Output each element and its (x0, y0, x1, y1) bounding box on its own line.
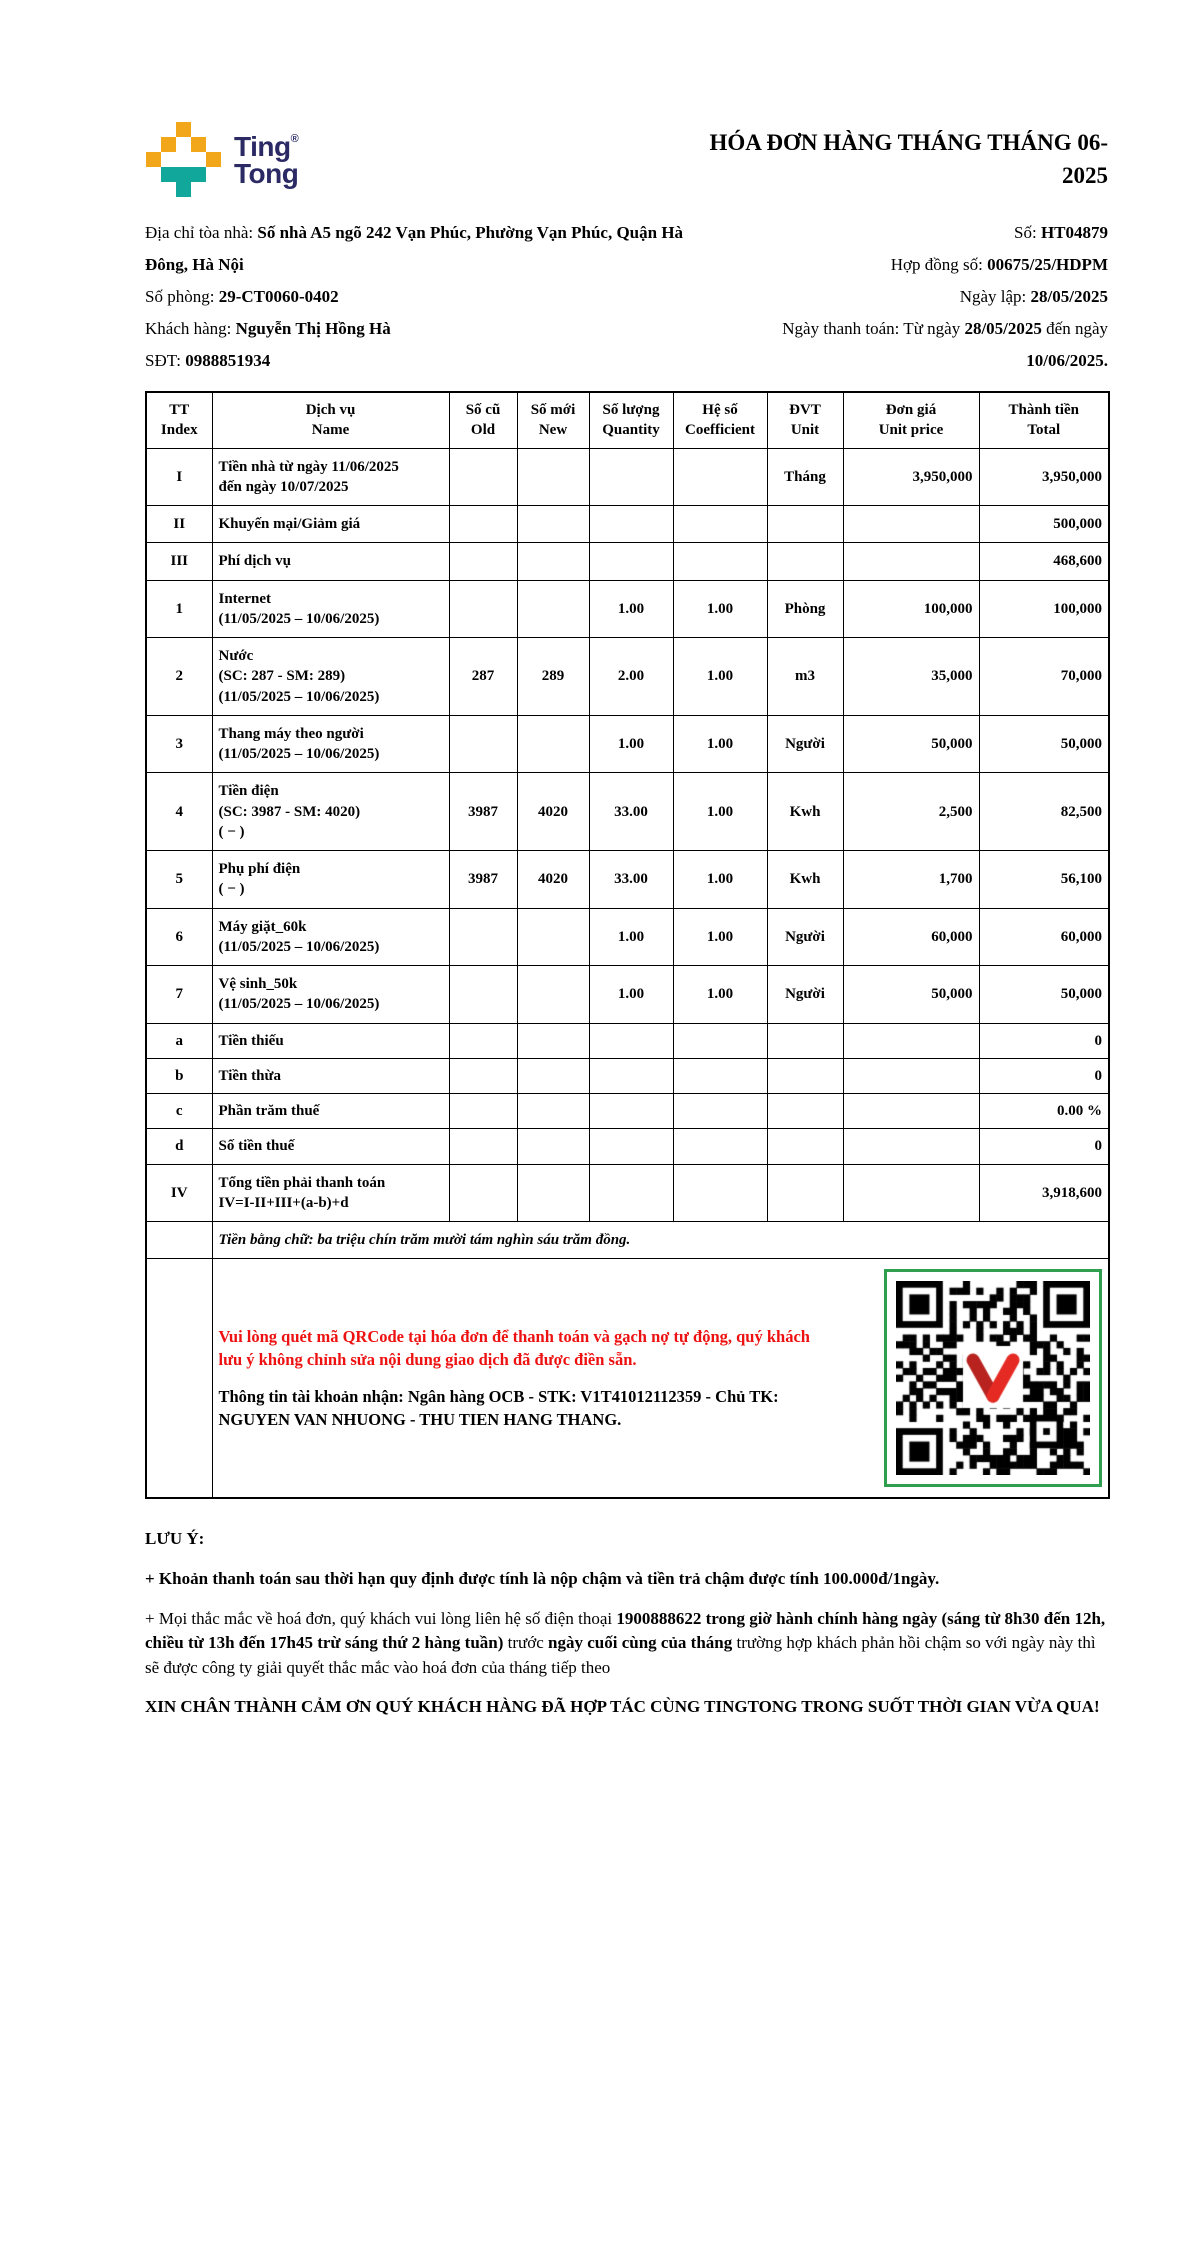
logo-square (146, 152, 161, 167)
tingtong-logo-icon (145, 122, 222, 199)
cell-quantity: 2.00 (589, 638, 673, 716)
qr-code-box (884, 1269, 1102, 1487)
late-payment-note: + Khoản thanh toán sau thời hạn quy định được tính là nộp chậm và tiền trả chậm được tính 100.000đ/1ngày. (145, 1568, 940, 1588)
customer-name-line: Khách hàng: Nguyễn Thị Hồng Hà (145, 319, 391, 338)
table-row (146, 1164, 1109, 1222)
cell-old: 3987 (449, 773, 517, 851)
header (145, 122, 1108, 199)
cell-unit: Người (767, 966, 843, 1024)
table-row (146, 1023, 1109, 1058)
cell-coefficient (673, 1023, 767, 1058)
table-row (146, 580, 1109, 638)
cell-total: 50,000 (979, 715, 1109, 773)
cell-index: 6 (146, 908, 212, 966)
cell-total: 0 (979, 1058, 1109, 1093)
cell-new (517, 1164, 589, 1222)
cell-new: 289 (517, 638, 589, 716)
cell-unit: Người (767, 715, 843, 773)
qr-section (212, 1259, 1109, 1499)
table-row (146, 851, 1109, 909)
cell-total: 3,918,600 (979, 1164, 1109, 1222)
cell-old (449, 1129, 517, 1164)
cell-total: 56,100 (979, 851, 1109, 909)
cell-old (449, 543, 517, 580)
table-header-row (146, 392, 1109, 448)
contract-number-line: Hợp đồng số: 00675/25/HDPM (890, 255, 1108, 274)
table-row (146, 1058, 1109, 1093)
cell-coefficient (673, 1129, 767, 1164)
cell-unit: Phòng (767, 580, 843, 638)
notes-heading: LƯU Ý: (145, 1529, 205, 1549)
cell-index: a (146, 1023, 212, 1058)
cell-service-name: Phần trăm thuế (212, 1094, 449, 1129)
cell-unit (767, 543, 843, 580)
amount-in-words-row (146, 1222, 1109, 1259)
cell-unit-price (843, 1164, 979, 1222)
cell-service-name: Tiền thừa (212, 1058, 449, 1093)
table-row (146, 908, 1109, 966)
cell-coefficient: 1.00 (673, 851, 767, 909)
table-header-cell: Số lượng Quantity (589, 392, 673, 448)
cell-unit: Người (767, 908, 843, 966)
cell-new (517, 448, 589, 506)
logo-square (206, 152, 221, 167)
invoice-table (145, 391, 1110, 1499)
cell-coefficient (673, 1058, 767, 1093)
cell-service-name: Tổng tiền phải thanh toán IV=I-II+III+(a-b)+d (212, 1164, 449, 1222)
cell-total: 82,500 (979, 773, 1109, 851)
cell-quantity (589, 506, 673, 543)
logo-square (161, 167, 206, 182)
cell-index: 3 (146, 715, 212, 773)
cell-unit-price (843, 1129, 979, 1164)
cell-service-name: Tiền thiếu (212, 1023, 449, 1058)
table-header-cell: Đơn giá Unit price (843, 392, 979, 448)
cell-quantity: 1.00 (589, 966, 673, 1024)
cell-service-name: Tiền điện (SC: 3987 - SM: 4020) ( − ) (212, 773, 449, 851)
table-row (146, 543, 1109, 580)
invoice-number-line: Số: HT04879 (1014, 223, 1108, 242)
cell-old (449, 966, 517, 1024)
cell-total: 500,000 (979, 506, 1109, 543)
cell-total: 3,950,000 (979, 448, 1109, 506)
cell-quantity (589, 1058, 673, 1093)
cell-index (146, 1222, 212, 1259)
cell-old (449, 580, 517, 638)
cell-unit-price (843, 1023, 979, 1058)
cell-index: II (146, 506, 212, 543)
table-header-cell: Hệ số Coefficient (673, 392, 767, 448)
logo-wordmark: Ting® Tong (234, 130, 299, 189)
cell-total: 468,600 (979, 543, 1109, 580)
cell-unit-price (843, 543, 979, 580)
cell-coefficient (673, 543, 767, 580)
cell-quantity (589, 1023, 673, 1058)
cell-old (449, 1023, 517, 1058)
cell-unit-price: 100,000 (843, 580, 979, 638)
cell-total: 70,000 (979, 638, 1109, 716)
cell-index: c (146, 1094, 212, 1129)
cell-service-name: Internet (11/05/2025 – 10/06/2025) (212, 580, 449, 638)
cell-service-name: Nước (SC: 287 - SM: 289) (11/05/2025 – 10/06/2025) (212, 638, 449, 716)
amount-in-words: Tiền bằng chữ: ba triệu chín trăm mười tám nghìn sáu trăm đồng. (212, 1222, 1109, 1259)
cell-quantity: 33.00 (589, 851, 673, 909)
logo-square (176, 122, 191, 137)
table-row (146, 506, 1109, 543)
table-header-cell: Số mới New (517, 392, 589, 448)
cell-new (517, 966, 589, 1024)
cell-unit-price: 35,000 (843, 638, 979, 716)
cell-index: 5 (146, 851, 212, 909)
logo-square (161, 137, 176, 152)
cell-coefficient (673, 506, 767, 543)
cell-unit-price (843, 506, 979, 543)
cell-unit (767, 1094, 843, 1129)
cell-old: 287 (449, 638, 517, 716)
logo-square (176, 182, 191, 197)
cell-unit (767, 1023, 843, 1058)
qr-code-icon (896, 1281, 1090, 1475)
cell-old (449, 908, 517, 966)
table-row (146, 966, 1109, 1024)
issue-date-line: Ngày lập: 28/05/2025 (959, 287, 1108, 306)
cell-quantity (589, 1094, 673, 1129)
cell-coefficient: 1.00 (673, 715, 767, 773)
cell-new (517, 580, 589, 638)
brand-logo (145, 122, 298, 199)
cell-index: I (146, 448, 212, 506)
cell-old (449, 1058, 517, 1093)
cell-quantity: 1.00 (589, 908, 673, 966)
table-row (146, 715, 1109, 773)
footer-notes (145, 1527, 1108, 1720)
invoice-meta-block (705, 217, 1108, 377)
building-address-line: Địa chỉ tòa nhà: Số nhà A5 ngõ 242 Vạn Phúc, Phường Vạn Phúc, Quận Hà Đông, Hà Nội (145, 223, 684, 274)
cell-new: 4020 (517, 773, 589, 851)
cell-quantity (589, 1129, 673, 1164)
cell-quantity: 1.00 (589, 715, 673, 773)
invoice-info (145, 217, 1108, 377)
cell-unit: Kwh (767, 773, 843, 851)
cell-coefficient: 1.00 (673, 773, 767, 851)
cell-total: 0 (979, 1129, 1109, 1164)
customer-phone-line: SĐT: 0988851934 (145, 351, 271, 370)
cell-service-name: Tiền nhà từ ngày 11/06/2025 đến ngày 10/07/2025 (212, 448, 449, 506)
cell-new (517, 715, 589, 773)
registered-mark-icon: ® (290, 132, 299, 145)
table-header-cell: Thành tiền Total (979, 392, 1109, 448)
cell-index: IV (146, 1164, 212, 1222)
table-row (146, 1129, 1109, 1164)
cell-index: d (146, 1129, 212, 1164)
cell-service-name: Máy giặt_60k (11/05/2025 – 10/06/2025) (212, 908, 449, 966)
cell-old (449, 1164, 517, 1222)
cell-service-name: Số tiền thuế (212, 1129, 449, 1164)
cell-total: 0.00 % (979, 1094, 1109, 1129)
table-header-cell: TT Index (146, 392, 212, 448)
cell-coefficient: 1.00 (673, 966, 767, 1024)
customer-info-block (145, 217, 705, 377)
cell-service-name: Thang máy theo người (11/05/2025 – 10/06/2025) (212, 715, 449, 773)
cell-coefficient (673, 1094, 767, 1129)
cell-service-name: Phụ phí điện ( − ) (212, 851, 449, 909)
cell-new (517, 1094, 589, 1129)
payment-period-line: Ngày thanh toán: Từ ngày 28/05/2025 đến ngày 10/06/2025. (782, 319, 1108, 370)
account-info: Thông tin tài khoản nhận: Ngân hàng OCB - STK: V1T41012112359 - Chủ TK: NGUYEN VAN NHUONG - THU TIEN HANG THANG. (218, 1387, 779, 1430)
cell-coefficient: 1.00 (673, 638, 767, 716)
hotline-note: + Mọi thắc mắc về hoá đơn, quý khách vui lòng liên hệ số điện thoại 1900888622 trong giờ hành chính hàng ngày (sáng từ 8h30 đến 12h, chiều từ 13h đến 17h45 trừ sáng thứ 2 hàng tuần) trước ngày cuối cùng của tháng trường hợp khách phản hồi chậm so với ngày này thì sẽ được công ty giải quyết thắc mắc vào hoá đơn của tháng tiếp theo (145, 1608, 1106, 1677)
cell-coefficient (673, 1164, 767, 1222)
cell-unit-price: 3,950,000 (843, 448, 979, 506)
cell-unit-price: 50,000 (843, 966, 979, 1024)
thanks-note: XIN CHÂN THÀNH CẢM ƠN QUÝ KHÁCH HÀNG ĐÃ HỢP TÁC CÙNG TINGTONG TRONG SUỐT THỜI GIAN VỪA QUA! (145, 1697, 1100, 1717)
cell-unit (767, 1058, 843, 1093)
cell-quantity: 1.00 (589, 580, 673, 638)
cell-new (517, 1058, 589, 1093)
cell-new (517, 1129, 589, 1164)
cell-unit-price (843, 1058, 979, 1093)
table-header-cell: Số cũ Old (449, 392, 517, 448)
cell-new (517, 908, 589, 966)
cell-unit (767, 1164, 843, 1222)
cell-old (449, 448, 517, 506)
table-row (146, 773, 1109, 851)
cell-new: 4020 (517, 851, 589, 909)
cell-unit: Kwh (767, 851, 843, 909)
cell-unit (767, 506, 843, 543)
table-header-cell: Dịch vụ Name (212, 392, 449, 448)
table-row (146, 1094, 1109, 1129)
qr-instructions (219, 1325, 819, 1431)
cell-coefficient: 1.00 (673, 580, 767, 638)
qr-row (146, 1259, 1109, 1499)
cell-unit: m3 (767, 638, 843, 716)
cell-new (517, 1023, 589, 1058)
cell-total: 60,000 (979, 908, 1109, 966)
page-title: HÓA ĐƠN HÀNG THÁNG THÁNG 06- 2025 (709, 130, 1108, 189)
cell-service-name: Phí dịch vụ (212, 543, 449, 580)
cell-quantity (589, 448, 673, 506)
cell-quantity (589, 1164, 673, 1222)
cell-index: 7 (146, 966, 212, 1024)
cell-index: 4 (146, 773, 212, 851)
cell-unit-price: 60,000 (843, 908, 979, 966)
cell-index (146, 1259, 212, 1499)
cell-unit-price: 1,700 (843, 851, 979, 909)
room-number-line: Số phòng: 29-CT0060-0402 (145, 287, 339, 306)
table-row (146, 638, 1109, 716)
cell-old (449, 1094, 517, 1129)
cell-coefficient (673, 448, 767, 506)
cell-new (517, 543, 589, 580)
cell-index: 1 (146, 580, 212, 638)
cell-coefficient: 1.00 (673, 908, 767, 966)
cell-total: 0 (979, 1023, 1109, 1058)
cell-old (449, 506, 517, 543)
cell-old: 3987 (449, 851, 517, 909)
cell-quantity (589, 543, 673, 580)
cell-index: b (146, 1058, 212, 1093)
table-row (146, 448, 1109, 506)
cell-quantity: 33.00 (589, 773, 673, 851)
cell-index: III (146, 543, 212, 580)
cell-service-name: Khuyến mại/Giảm giá (212, 506, 449, 543)
cell-unit (767, 1129, 843, 1164)
cell-old (449, 715, 517, 773)
table-header-cell: ĐVT Unit (767, 392, 843, 448)
cell-total: 50,000 (979, 966, 1109, 1024)
cell-unit: Tháng (767, 448, 843, 506)
cell-unit-price (843, 1094, 979, 1129)
cell-new (517, 506, 589, 543)
qr-note-red: Vui lòng quét mã QRCode tại hóa đơn để thanh toán và gạch nợ tự động, quý khách lưu ý không chỉnh sửa nội dung giao dịch đã được điền sẵn. (218, 1327, 810, 1370)
cell-unit-price: 2,500 (843, 773, 979, 851)
cell-index: 2 (146, 638, 212, 716)
logo-square (191, 137, 206, 152)
cell-unit-price: 50,000 (843, 715, 979, 773)
cell-total: 100,000 (979, 580, 1109, 638)
cell-service-name: Vệ sinh_50k (11/05/2025 – 10/06/2025) (212, 966, 449, 1024)
